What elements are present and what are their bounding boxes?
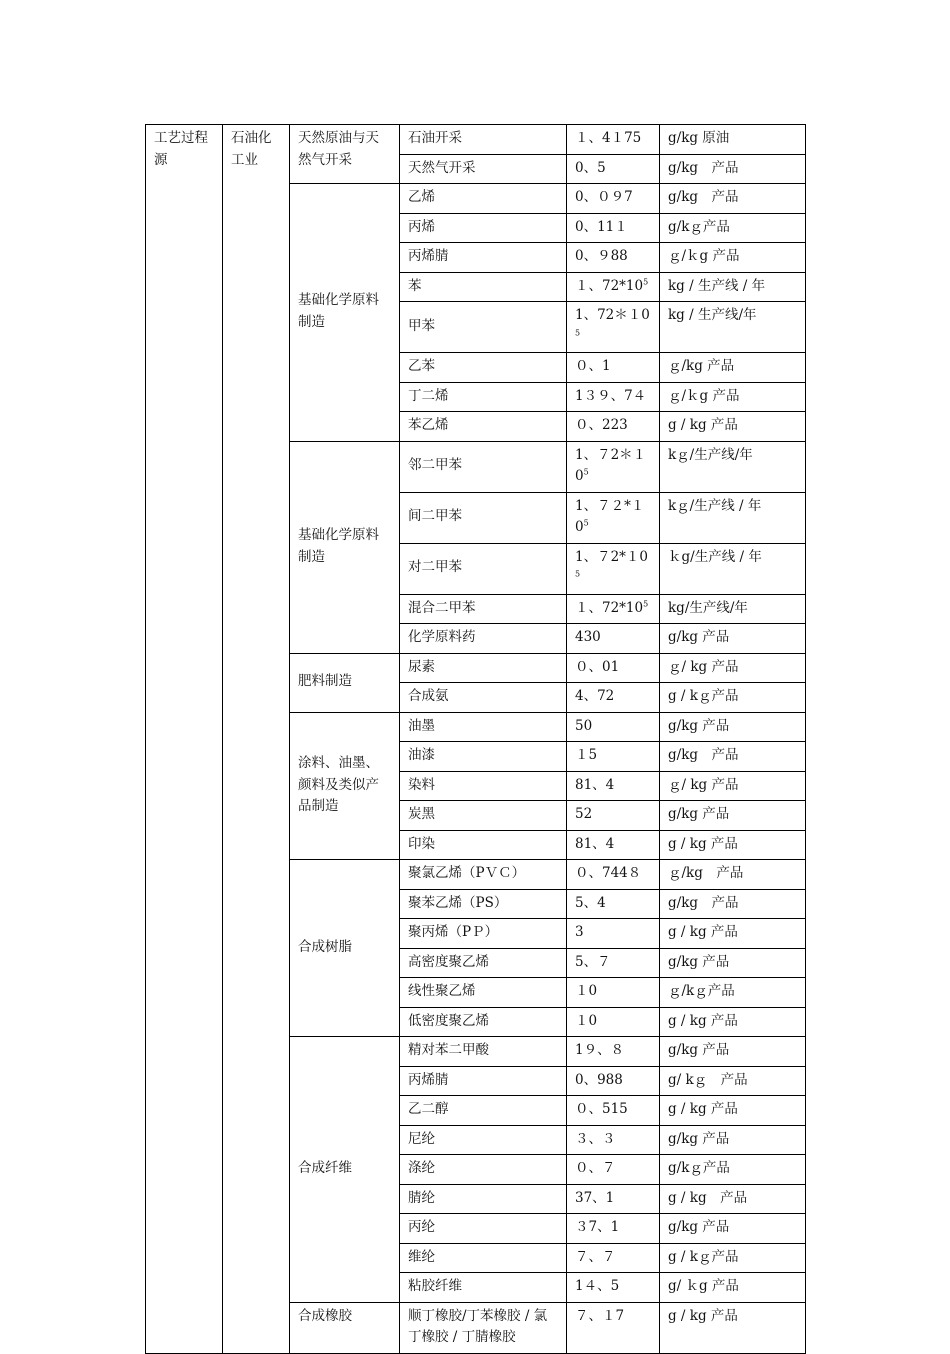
unit-cell: g / kｇ产品 — [660, 1243, 806, 1273]
emission-value-cell — [567, 742, 660, 772]
unit-cell: g/kg 产品 — [660, 801, 806, 831]
emission-value-cell — [567, 1184, 660, 1214]
emission-value: ７、１7 — [575, 1307, 625, 1324]
unit-cell: g / kg 产品 — [660, 1007, 806, 1037]
emission-value-cell — [567, 683, 660, 713]
product-cell: 油漆 — [400, 742, 567, 772]
product-cell: 苯 — [400, 272, 567, 302]
unit-cell: g / kg 产品 — [660, 1184, 806, 1214]
product-cell: 乙苯 — [400, 353, 567, 383]
unit-cell: ｇ/ kg 产品 — [660, 653, 806, 683]
emission-value: ０、744８ — [575, 865, 642, 881]
unit-cell: g/kg 产品 — [660, 624, 806, 654]
unit-cell: ｇ/kg 产品 — [660, 353, 806, 383]
emission-value-cell — [567, 653, 660, 683]
unit-cell: ｇ/kｇ产品 — [660, 978, 806, 1008]
product-cell: 丁二烯 — [400, 382, 567, 412]
product-cell: 精对苯二甲酸 — [400, 1037, 567, 1067]
emission-value: ７、７ — [575, 1248, 616, 1265]
emission-value: 4、72 — [575, 688, 615, 704]
emission-value: １、72*10 — [575, 277, 644, 294]
group-name-cell: 涂料、油墨、颜料及类似产品制造 — [290, 712, 400, 860]
emission-value-cell — [567, 213, 660, 243]
product-cell: 印染 — [400, 830, 567, 860]
group-name-cell: 合成纤维 — [290, 1037, 400, 1303]
emission-value-cell — [567, 492, 660, 543]
emission-value: ０、515 — [575, 1101, 628, 1117]
emission-value-cell — [567, 243, 660, 273]
unit-cell: ｋg/生产线 / 年 — [660, 543, 806, 594]
product-cell: 线性聚乙烯 — [400, 978, 567, 1008]
emission-value: 1３９、7４ — [575, 387, 647, 404]
product-cell: 丙烯腈 — [400, 243, 567, 273]
unit-cell: ｇ/ｋg 产品 — [660, 382, 806, 412]
product-cell: 丙纶 — [400, 1214, 567, 1244]
unit-cell: g/kg 产品 — [660, 742, 806, 772]
product-cell: 低密度聚乙烯 — [400, 1007, 567, 1037]
emission-value: １5 — [575, 747, 598, 763]
emission-value: １0 — [575, 1012, 598, 1029]
emission-value-cell — [567, 441, 660, 492]
product-cell: 石油开采 — [400, 125, 567, 155]
product-cell: 涤纶 — [400, 1155, 567, 1185]
unit-cell: g / kg 产品 — [660, 412, 806, 442]
emission-value-cell — [567, 1155, 660, 1185]
emission-value-cell — [567, 302, 660, 353]
exponent: 5 — [583, 467, 589, 477]
product-cell: 聚氯乙烯（PＶＣ） — [400, 860, 567, 890]
emission-value: 0、5 — [575, 159, 606, 176]
unit-cell: g/kｇ产品 — [660, 1155, 806, 1185]
emission-value: 1、７2＊１0 — [575, 446, 647, 484]
product-cell: 高密度聚乙烯 — [400, 948, 567, 978]
product-cell: 聚丙烯（PＰ） — [400, 919, 567, 949]
emission-value: 81、4 — [575, 835, 615, 852]
emission-value: 1、72＊１0 — [575, 307, 650, 323]
emission-value-cell — [567, 860, 660, 890]
emission-value-cell — [567, 184, 660, 214]
exponent: 5 — [643, 277, 649, 286]
emission-value: 1４、5 — [575, 1278, 620, 1294]
emission-value: 5、７ — [575, 953, 611, 970]
product-cell: 油墨 — [400, 712, 567, 742]
emission-value: １、72*10 — [575, 599, 644, 616]
unit-cell: g/kg 产品 — [660, 889, 806, 919]
emission-value-cell — [567, 771, 660, 801]
group-name-cell: 合成橡胶 — [290, 1302, 400, 1353]
unit-cell: g/kg 原油 — [660, 125, 806, 155]
unit-cell: kg / 生产线/年 — [660, 302, 806, 353]
unit-cell: g / kg 产品 — [660, 1302, 806, 1353]
unit-cell: g / kｇ产品 — [660, 683, 806, 713]
unit-cell: g / kg 产品 — [660, 919, 806, 949]
emission-value-cell — [567, 1125, 660, 1155]
product-cell: 维纶 — [400, 1243, 567, 1273]
emission-value-cell — [567, 1096, 660, 1126]
group-name-cell: 基础化学原料制造 — [290, 184, 400, 442]
product-cell: 粘胶纤维 — [400, 1273, 567, 1303]
emission-value: 430 — [575, 629, 601, 645]
unit-cell: g/kg 产品 — [660, 1125, 806, 1155]
product-cell: 天然气开采 — [400, 154, 567, 184]
emission-value-cell — [567, 272, 660, 302]
product-cell: 丙烯 — [400, 213, 567, 243]
emission-value-cell — [567, 1066, 660, 1096]
emission-value-cell — [567, 353, 660, 383]
product-cell: 丙烯腈 — [400, 1066, 567, 1096]
emission-factor-table-container — [145, 124, 806, 1354]
emission-value: 81、4 — [575, 776, 615, 793]
unit-cell: kg / 生产线 / 年 — [660, 272, 806, 302]
emission-value-cell — [567, 1007, 660, 1037]
emission-value-cell — [567, 919, 660, 949]
unit-cell: g/ ｋg 产品 — [660, 1273, 806, 1303]
unit-cell: g/kg 产品 — [660, 1037, 806, 1067]
emission-value-cell — [567, 1037, 660, 1067]
emission-value: 5、4 — [575, 894, 606, 911]
table-body — [146, 125, 806, 1354]
product-cell: 间二甲苯 — [400, 492, 567, 543]
product-cell: 腈纶 — [400, 1184, 567, 1214]
unit-cell: g/kｇ产品 — [660, 213, 806, 243]
product-cell: 邻二甲苯 — [400, 441, 567, 492]
emission-value: 50 — [575, 717, 593, 734]
product-cell: 乙二醇 — [400, 1096, 567, 1126]
emission-value-cell — [567, 154, 660, 184]
unit-cell: g/kg 产品 — [660, 1214, 806, 1244]
unit-cell: g/kg 产品 — [660, 154, 806, 184]
emission-value: 0、０９7 — [575, 189, 633, 205]
exponent: 5 — [575, 569, 581, 579]
emission-value-cell — [567, 382, 660, 412]
emission-value: 0、988 — [575, 1071, 623, 1088]
product-cell: 染料 — [400, 771, 567, 801]
emission-value: １、4１75 — [575, 130, 642, 146]
emission-value-cell — [567, 543, 660, 594]
emission-value-cell — [567, 978, 660, 1008]
emission-value-cell — [567, 1273, 660, 1303]
unit-cell: ｇ/kg 产品 — [660, 860, 806, 890]
unit-cell: g / kg 产品 — [660, 1096, 806, 1126]
emission-value-cell — [567, 801, 660, 831]
unit-cell: kｇ/生产线 / 年 — [660, 492, 806, 543]
emission-value-cell — [567, 125, 660, 155]
group-name-cell: 天然原油与天然气开采 — [290, 125, 400, 184]
unit-cell: ｇ/ｋg 产品 — [660, 243, 806, 273]
product-cell: 乙烯 — [400, 184, 567, 214]
emission-value: ３、３ — [575, 1130, 616, 1147]
emission-value-cell — [567, 830, 660, 860]
product-cell: 炭黑 — [400, 801, 567, 831]
unit-cell: g/kg 产品 — [660, 948, 806, 978]
emission-value-cell — [567, 624, 660, 654]
emission-value-cell — [567, 1214, 660, 1244]
emission-value-cell — [567, 948, 660, 978]
product-cell: 顺丁橡胶/丁苯橡胶 / 氯丁橡胶 / 丁腈橡胶 — [400, 1302, 567, 1353]
product-cell: 对二甲苯 — [400, 543, 567, 594]
category-l1-cell: 工艺过程源 — [146, 125, 223, 1354]
emission-value-cell — [567, 594, 660, 624]
product-cell: 聚苯乙烯（PS） — [400, 889, 567, 919]
unit-cell: g/ kｇ 产品 — [660, 1066, 806, 1096]
emission-value-cell — [567, 1243, 660, 1273]
product-cell: 混合二甲苯 — [400, 594, 567, 624]
emission-value: 0、９88 — [575, 248, 628, 264]
emission-factor-table — [145, 124, 806, 1354]
emission-value: 52 — [575, 806, 593, 822]
product-cell: 尿素 — [400, 653, 567, 683]
exponent: 5 — [575, 328, 581, 337]
group-name-cell: 合成树脂 — [290, 860, 400, 1037]
product-cell: 尼纶 — [400, 1125, 567, 1155]
emission-value: １0 — [575, 983, 598, 999]
exponent: 5 — [583, 518, 589, 528]
unit-cell: ｇ/ kg 产品 — [660, 771, 806, 801]
category-l2-cell: 石油化工业 — [223, 125, 290, 1354]
table-row — [146, 125, 806, 155]
emission-value: 1、７2*１0 — [575, 548, 649, 565]
emission-value-cell — [567, 712, 660, 742]
emission-value: 1、７２*１0 — [575, 497, 645, 535]
emission-value-cell — [567, 412, 660, 442]
group-name-cell: 肥料制造 — [290, 653, 400, 712]
product-cell: 甲苯 — [400, 302, 567, 353]
emission-value-cell — [567, 889, 660, 919]
emission-value: 0、11１ — [575, 218, 628, 235]
product-cell: 合成氨 — [400, 683, 567, 713]
exponent: 5 — [643, 599, 649, 608]
unit-cell: g/kg 产品 — [660, 712, 806, 742]
emission-value: ３7、1 — [575, 1219, 620, 1235]
emission-value: ０、1 — [575, 358, 611, 374]
group-name-cell: 基础化学原料制造 — [290, 441, 400, 653]
product-cell: 化学原料药 — [400, 624, 567, 654]
emission-value: ０、７ — [575, 1160, 616, 1176]
unit-cell: kg/生产线/年 — [660, 594, 806, 624]
emission-value: 37、1 — [575, 1189, 615, 1206]
emission-value: 3 — [575, 924, 584, 940]
emission-value: 1９、８ — [575, 1042, 625, 1058]
emission-value: ０、01 — [575, 658, 620, 675]
emission-value-cell — [567, 1302, 660, 1353]
product-cell: 苯乙烯 — [400, 412, 567, 442]
unit-cell: kｇ/生产线/年 — [660, 441, 806, 492]
emission-value: ０、223 — [575, 417, 628, 433]
unit-cell: g/kg 产品 — [660, 184, 806, 214]
unit-cell: g / kg 产品 — [660, 830, 806, 860]
